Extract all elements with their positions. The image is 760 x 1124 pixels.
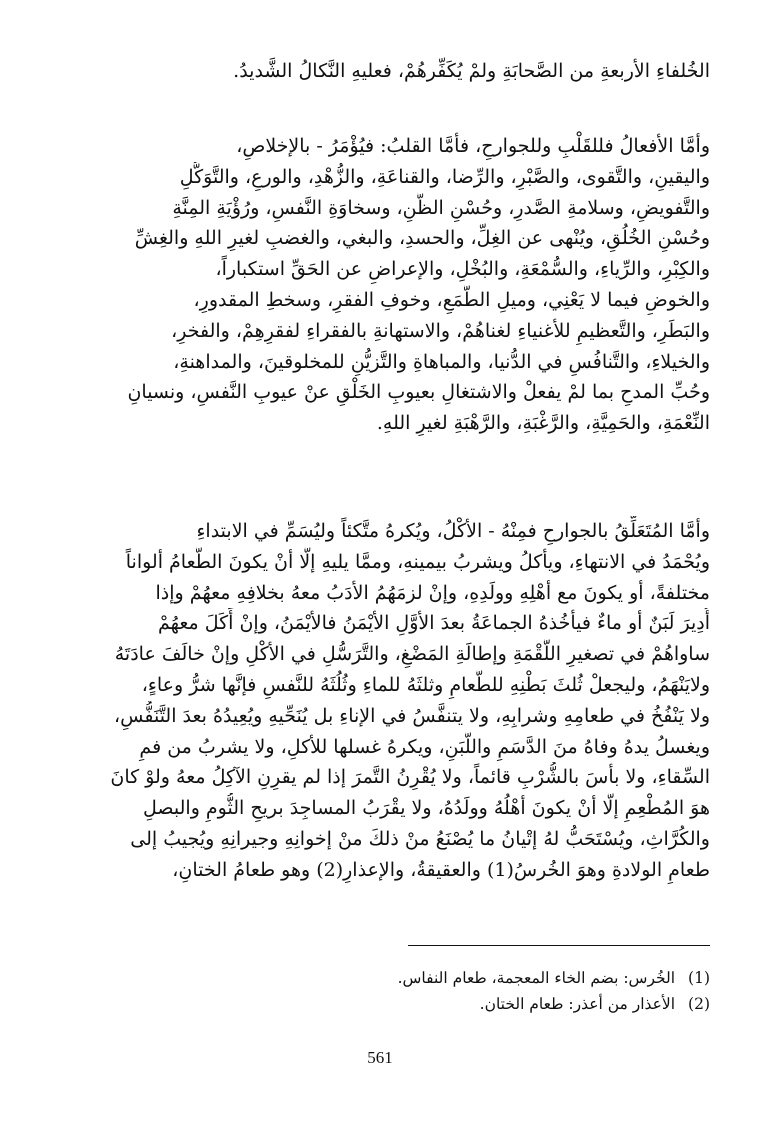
text-line: ولايَنْهَمُ، وليجعلْ ثُلثَ بَطْنِهِ للطَّعامِ وثلثَهُ للماءِ وثُلُثَهُ للنَّفسِ فإنَّها شرُّ وعاءٍ،	[141, 673, 710, 696]
paragraph-continuation	[58, 56, 710, 87]
text-line: ويُحْمَدُ في الانتهاءِ، ويأكلُ ويشربُ بيمينهِ، وممَّا يليهِ إلَّا أنْ يكونَ الطَّعامُ ألواناً	[125, 550, 710, 573]
footnote-number: (1)	[688, 969, 710, 987]
page-number: 561	[367, 1048, 393, 1067]
text-line: وحُسْنِ الخُلُقِ، ويُنْهى عن الغِلِّ، والحسدِ، والبغي، والغضبِ لغيرِ اللهِ والغِشِّ	[134, 227, 710, 250]
paragraph-heart-actions	[58, 131, 710, 439]
text-line: ولا يَنْفُخُ في طعامِهِ وشرابِهِ، ولا يتنفَّسُ في الإناءِ بل يُنَحِّيهِ ويُعِيدُهُ بعدَ التَّنَفُّسِ،	[114, 704, 710, 727]
text-line: ساواهُمْ في تصغيرِ اللُّقْمَةِ وإطالَةِ المَضْغِ، والتَّرَسُّلِ في الأكْلِ وإنْ خالَفَ عادَتَهُ	[114, 643, 710, 666]
text-line: أُدِيرَ لَبَنٌ أو ماءٌ فيأخُذهُ الجماعَةُ بعدَ الأوَّلِ الأيْمَنُ فالأيْمَنُ، وإنْ أَكَلَ معهُمْ	[157, 612, 710, 635]
footnote-number: (2)	[688, 995, 710, 1013]
text-line: والبَطَرِ، والتَّعظيمِ للأغنياءِ لغناهُمْ، والاستهانةِ بالفقراءِ لفقرِهِمْ، والفخرِ،	[171, 319, 710, 342]
text-line: مختلفةً، أو يكونَ مع أهْلِهِ وولَدِهِ، وإنْ لزمَهُمُ الأدَبُ معهُ بخلافِهِ معهُمْ وإذا	[155, 581, 710, 604]
text-line: وحُبِّ المدحِ بما لمْ يفعلْ والاشتغالِ بعيوبِ الخَلْقِ عنْ عيوبِ النَّفسِ، ونسيانِ	[127, 381, 710, 404]
text-line: وأمَّا المُتَعَلِّقُ بالجوارحِ فمِنْهُ - الأكْلُ، ويُكرهُ متَّكئاً وليُسَمِّ في الابتداءِ	[196, 520, 710, 542]
footnotes	[300, 965, 710, 1017]
text-line: والكُرَّاثِ، ويُسْتَحَبُّ لهُ إتْيانُ ما يُصْنَعُ منْ ذلكَ منْ إخوانِهِ وجيرانِهِ ويُجيبُ إلى	[130, 827, 710, 850]
footnote-item	[300, 991, 710, 1017]
footnote-divider	[408, 945, 710, 946]
text-line: طعامِ الولادةِ وهوَ الخُرسُ(1) والعقيقةُ، والإعذارِ(2) وهو طعامُ الختانِ،	[172, 858, 710, 881]
text-line: واليقينِ، والتَّقوى، والصَّبْرِ، والرِّضا، والقناعَةِ، والزُّهْدِ، والورعِ، والتَّوَكُّلِ	[179, 165, 710, 188]
footnote-text: الخُرس: بضم الخاء المعجمة، طعام النفاس.	[397, 969, 676, 987]
text-line: وأمَّا الأفعالُ فللقَلْبِ وللجوارحِ، فأمَّا القلبُ: فيُؤْمَرُ - بالإخلاصِ،	[236, 135, 710, 157]
text-line: السِّقاءِ، ولا بأسَ بالشُّرْبِ قائماً، ولا يُقْرِنُ التَّمرَ إذا لم يقرِنِ الآكِلُ معهُ ولوْ كانَ	[110, 766, 710, 789]
text-line: الخُلفاءِ الأربعةِ من الصَّحابَةِ ولمْ يُكَفِّرهُمْ، فعليهِ النَّكالُ الشَّديدُ.	[233, 60, 710, 82]
text-line: والخيلاءِ، والتَّنافُسِ في الدُّنيا، والمباهاةِ والتَّزيُّنِ للمخلوقينَ، والمداهنةِ،	[173, 350, 710, 373]
footnote-text: الأعذار من أعذر: طعام الختان.	[479, 995, 676, 1013]
paragraph-limb-actions	[58, 516, 710, 886]
text-line: النِّعْمَةِ، والحَمِيَّةِ، والرَّغْبَةِ، والرَّهْبَةِ لغيرِ اللهِ.	[376, 412, 710, 435]
text-line: ويغسلُ يدهُ وفاهُ منَ الدَّسَمِ واللَّبَنِ، ويكرهُ غسلها للأكلِ، ولا يشربُ من فمِ	[139, 735, 710, 758]
text-line: والكِبْرِ، والرِّياءِ، والسُّمْعَةِ، والبُخْلِ، والإعراضِ عن الحَقِّ استكباراً،	[215, 258, 710, 281]
text-line: والخوضِ فيما لا يَعْنِي، وميلِ الطَّمَعِ، وخوفِ الفقرِ، وسخطِ المقدورِ،	[193, 288, 710, 311]
footnote-item	[300, 965, 710, 991]
text-line: هوَ المُطْعِمِ إلَّا أنْ يكونَ أهْلُهُ وولَدُهُ، ولا يقْرَبُ المساجِدَ بريحِ الثُّومِ والبصلِ	[143, 797, 710, 820]
text-line: والتَّفويضِ، وسلامةِ الصَّدرِ، وحُسْنِ الظَّنِ، وسخاوَةِ النَّفسِ، ورُؤْيَةِ المِنَّةِ	[172, 196, 710, 219]
